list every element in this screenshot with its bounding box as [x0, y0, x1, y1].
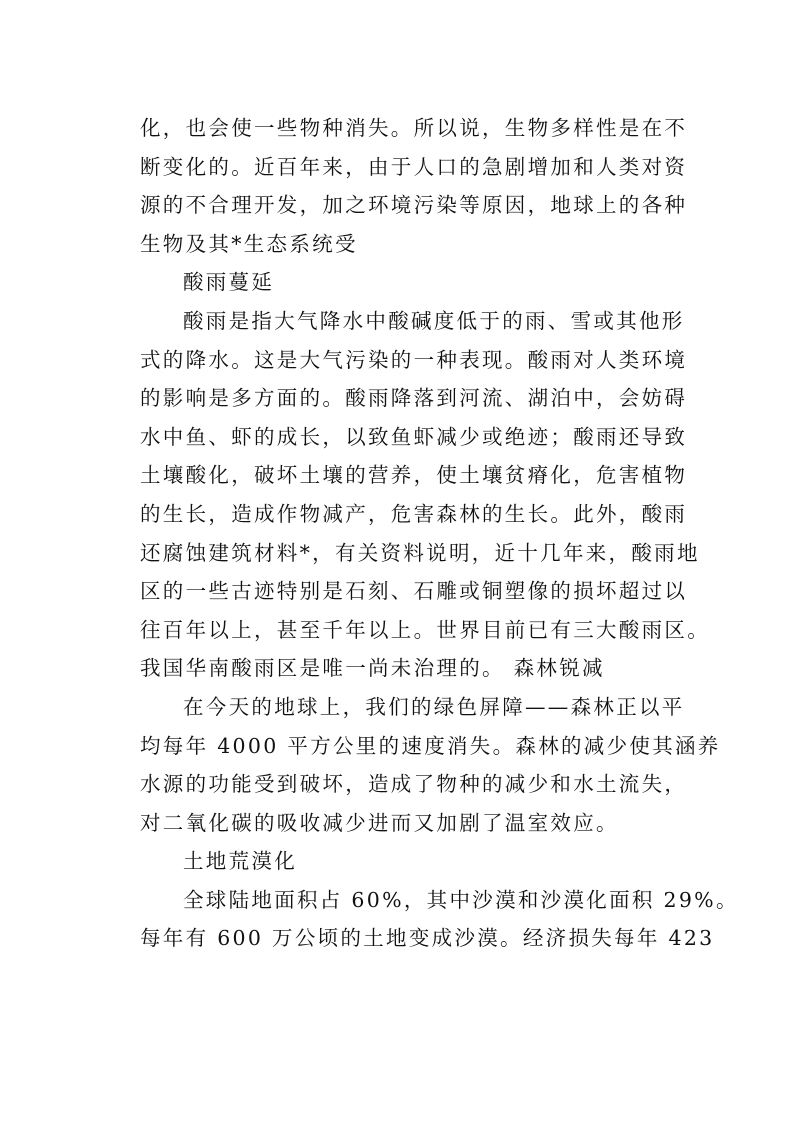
text-line: 区的一些古迹特别是石刻、石雕或铜塑像的损坏超过以	[140, 579, 688, 604]
text-line: 水中鱼、虾的成长，以致鱼虾减少或绝迹；酸雨还导致	[140, 424, 688, 449]
text-line: 每年有 600 万公顷的土地变成沙漠。经济损失每年 423	[140, 926, 715, 951]
text-line: 酸雨是指大气降水中酸碱度低于的雨、雪或其他形	[183, 308, 685, 333]
text-line: 源的不合理开发，加之环境污染等原因，地球上的各种	[140, 193, 688, 218]
text-line: 生物及其*生态系统受	[140, 231, 358, 256]
text-line: 往百年以上，甚至千年以上。世界目前已有三大酸雨区。	[140, 617, 710, 642]
text-line: 我国华南酸雨区是唯一尚未治理的。 森林锐减	[140, 656, 605, 681]
text-line: 土地荒漠化	[183, 849, 297, 874]
text-line: 的生长，造成作物减产，危害森林的生长。此外，酸雨	[140, 501, 688, 526]
text-line: 对二氧化碳的吸收减少进而又加剧了温室效应。	[140, 810, 619, 835]
text-line: 断变化的。近百年来，由于人口的急剧增加和人类对资	[140, 154, 688, 179]
text-line: 全球陆地面积占 60%，其中沙漠和沙漠化面积 29%。	[183, 887, 739, 912]
text-line: 均每年 4000 平方公里的速度消失。森林的减少使其涵养	[140, 733, 721, 758]
body-text	[140, 109, 739, 958]
text-line: 土壤酸化，破坏土壤的营养，使土壤贫瘠化，危害植物	[140, 463, 688, 488]
text-line: 在今天的地球上，我们的绿色屏障——森林正以平	[183, 694, 685, 719]
text-line: 水源的功能受到破坏，造成了物种的减少和水土流失，	[140, 772, 688, 797]
text-line: 酸雨蔓延	[183, 270, 275, 295]
text-line: 还腐蚀建筑材料*，有关资料说明，近十几年来，酸雨地	[140, 540, 700, 565]
text-line: 的影响是多方面的。酸雨降落到河流、湖泊中，会妨碍	[140, 386, 688, 411]
text-line: 化，也会使一些物种消失。所以说，生物多样性是在不	[140, 116, 688, 140]
text-line: 式的降水。这是大气污染的一种表现。酸雨对人类环境	[140, 347, 688, 372]
